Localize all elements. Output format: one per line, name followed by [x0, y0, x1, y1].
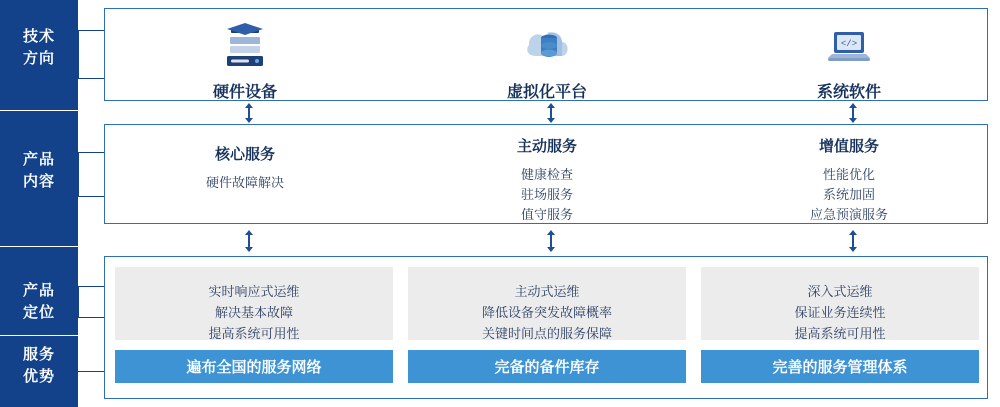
positioning-line: 主动式运维 [514, 284, 580, 299]
left-label-rail [0, 0, 78, 407]
cloud-virtualization-icon [447, 21, 647, 73]
svg-text:</>: </> [840, 39, 858, 49]
rail-connector [78, 286, 104, 287]
content-title: 核心服务 [214, 146, 275, 163]
rail-label-product-content [0, 149, 78, 193]
rail-connector [78, 152, 104, 153]
advantage-bar-spare-parts[interactable] [408, 350, 686, 383]
advantage-bar-label: 完备的备件库存 [494, 359, 600, 376]
product-content-panel [104, 124, 988, 224]
positioning-line: 提高系统可用性 [208, 326, 300, 341]
rail-label-product-positioning [0, 280, 78, 324]
rail-label-line: 服务 [22, 346, 55, 363]
tech-title: 硬件设备 [212, 84, 277, 101]
rail-connector [78, 371, 104, 372]
positioning-advantage-panel [104, 256, 988, 399]
advantage-bar-management-system[interactable] [701, 350, 979, 383]
rail-label-line: 优势 [22, 368, 55, 385]
double-arrow-vertical [545, 230, 557, 257]
rail-divider [0, 246, 78, 247]
content-column-value-added-service [734, 135, 964, 225]
content-item: 值守服务 [520, 207, 573, 222]
content-title: 主动服务 [516, 138, 577, 155]
content-item: 健康检查 [520, 167, 573, 182]
positioning-card-realtime [115, 267, 393, 340]
rail-connector [78, 78, 104, 79]
rail-connector [78, 30, 104, 31]
tech-title: 系统软件 [816, 84, 881, 101]
tech-column-hardware [145, 21, 345, 102]
content-item: 性能优化 [822, 167, 875, 182]
rail-label-line: 定位 [22, 304, 55, 321]
tech-title: 虚拟化平台 [506, 84, 587, 101]
rail-connector [78, 286, 79, 318]
rail-connector [78, 196, 104, 197]
rail-connector [78, 30, 79, 79]
rail-label-line: 技术 [22, 28, 55, 45]
positioning-line: 提高系统可用性 [794, 326, 886, 341]
content-column-core-service [130, 143, 360, 193]
tech-direction-panel [104, 8, 988, 101]
content-item: 系统加固 [822, 187, 875, 202]
content-column-proactive-service [432, 135, 662, 225]
positioning-line: 降低设备突发故障概率 [481, 305, 612, 320]
server-stack-icon [145, 21, 345, 73]
content-title: 增值服务 [818, 138, 879, 155]
double-arrow-vertical [243, 230, 255, 257]
tech-column-virtualization [447, 21, 647, 102]
advantage-bar-service-network[interactable] [115, 350, 393, 383]
rail-connector [78, 317, 104, 318]
rail-label-line: 产品 [22, 282, 55, 299]
content-item: 硬件故障解决 [205, 175, 284, 190]
advantage-bar-label: 遍布全国的服务网络 [186, 359, 322, 376]
rail-label-tech-direction [0, 26, 78, 70]
positioning-line: 深入式运维 [807, 284, 873, 299]
content-item: 应急预演服务 [809, 207, 888, 222]
advantage-bar-label: 完善的服务管理体系 [772, 359, 908, 376]
rail-label-line: 方向 [22, 50, 55, 67]
rail-label-service-advantage [0, 344, 78, 388]
positioning-line: 关键时间点的服务保障 [481, 326, 612, 341]
rail-divider [0, 110, 78, 111]
content-item: 驻场服务 [520, 187, 573, 202]
rail-divider [0, 335, 78, 336]
rail-label-line: 产品 [22, 151, 55, 168]
positioning-line: 保证业务连续性 [794, 305, 886, 320]
rail-connector [78, 152, 79, 197]
positioning-card-proactive [408, 267, 686, 340]
laptop-code-icon [749, 21, 949, 73]
positioning-card-indepth [701, 267, 979, 340]
positioning-line: 解决基本故障 [214, 305, 293, 320]
double-arrow-vertical [847, 230, 859, 257]
positioning-line: 实时响应式运维 [208, 284, 300, 299]
tech-column-system-software [749, 21, 949, 102]
rail-label-line: 内容 [22, 173, 55, 190]
